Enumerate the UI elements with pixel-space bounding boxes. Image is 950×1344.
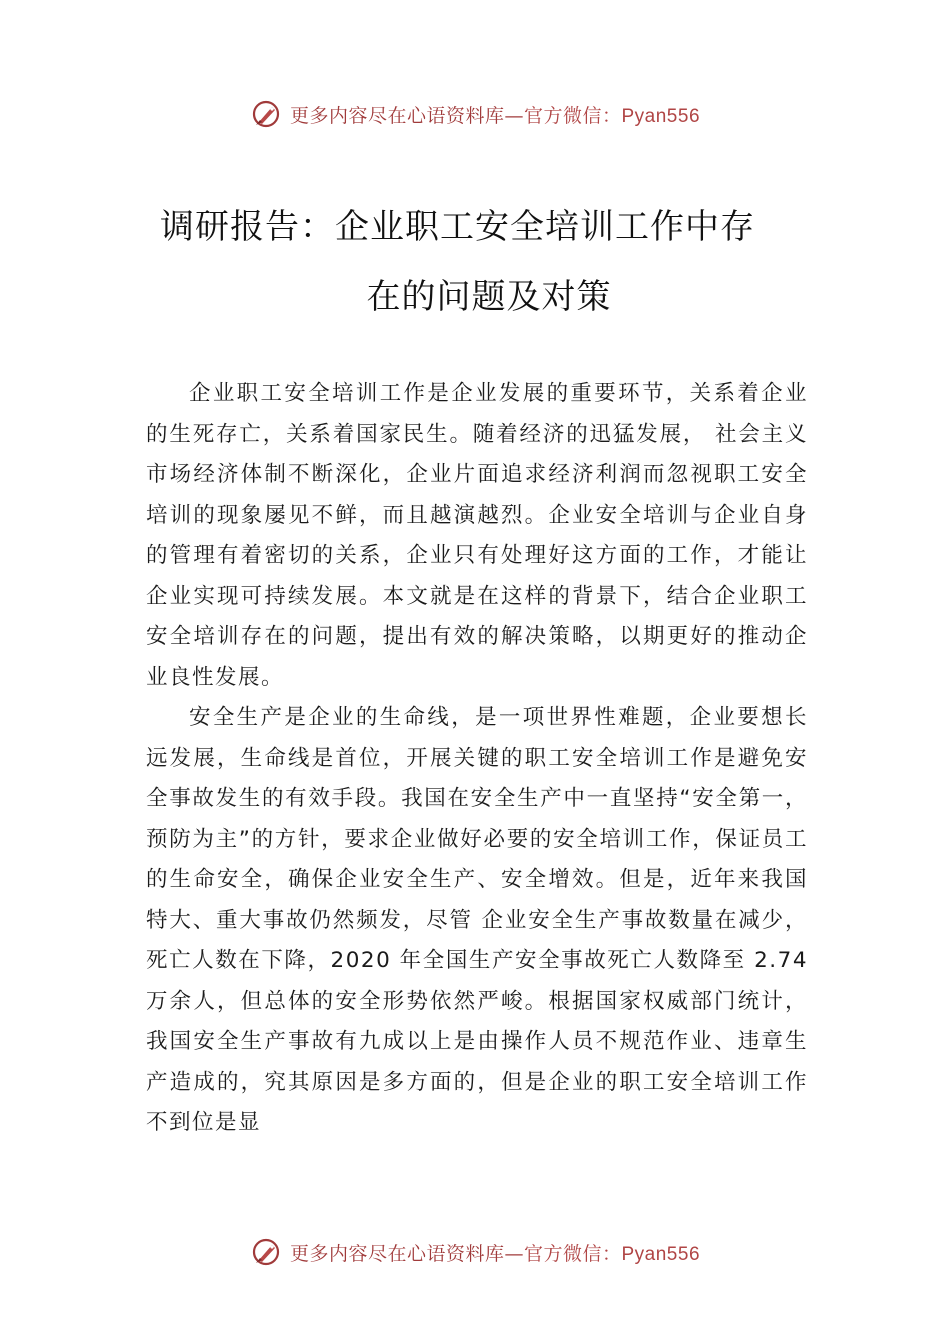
pen-nib-logo-icon	[250, 1236, 282, 1268]
title-line-2: 在的问题及对策	[366, 277, 612, 317]
footer-watermark	[0, 1232, 950, 1272]
watermark-separator: —	[504, 104, 524, 127]
watermark-site-text: 更多内容尽在心语资料库	[289, 1242, 505, 1265]
body-paragraph-1: 企业职工安全培训工作是企业发展的重要环节，关系着企业的生死存亡，关系着国家民生。随着经济的迅猛发展， 社会主义市场经济体制不断深化，企业片面追求经济利润而忽视职工安全培训的现象屡见不鲜，而且越演越烈。企业安全培训与企业自身的管理有着密切的关系，企业只有处理好这方面的工作，才能让企业实现可持续发展。本文就是在这样的背景下，结合企业职工安全培训存在的问题，提出有效的解决策略，以期更好的推动企业良性发展。	[146, 381, 808, 690]
document-body	[146, 374, 808, 1144]
watermark-separator: —	[504, 1242, 524, 1265]
watermark-wechat-id: Pyan556	[621, 105, 701, 127]
body-paragraph-2: 安全生产是企业的生命线，是一项世界性难题，企业要想长远发展，生命线是首位，开展关键的职工安全培训工作是避免安全事故发生的有效手段。我国在安全生产中一直坚持“安全第一，预防为主”的方针，要求企业做好必要的安全培训工作，保证员工的生命安全，确保企业安全生产、安全增效。但是，近年来我国特大、重大事故仍然频发，尽管 企业安全生产事故数量在减少，死亡人数在下降，2020 年全国生产安全事故死亡人数降至 2.74 万余人，但总体的安全形势依然严峻。根据国家权威部门统计，我国安全生产事故有九成以上是由操作人员不规范作业、违章生产造成的，究其原因是多方面的，但是企业的职工安全培训工作不到位是显	[146, 705, 808, 1135]
document-title	[120, 198, 830, 326]
watermark-wechat-label: 官方微信：	[523, 104, 622, 127]
watermark-wechat-id: Pyan556	[621, 1243, 701, 1265]
watermark-wechat-label: 官方微信：	[523, 1242, 622, 1265]
header-watermark	[0, 94, 950, 134]
watermark-text	[290, 1239, 700, 1266]
title-line-1: 调研报告：企业职工安全培训工作中存	[160, 207, 755, 247]
pen-nib-logo-icon	[250, 98, 282, 130]
watermark-site-text: 更多内容尽在心语资料库	[289, 104, 505, 127]
watermark-text	[290, 101, 700, 128]
